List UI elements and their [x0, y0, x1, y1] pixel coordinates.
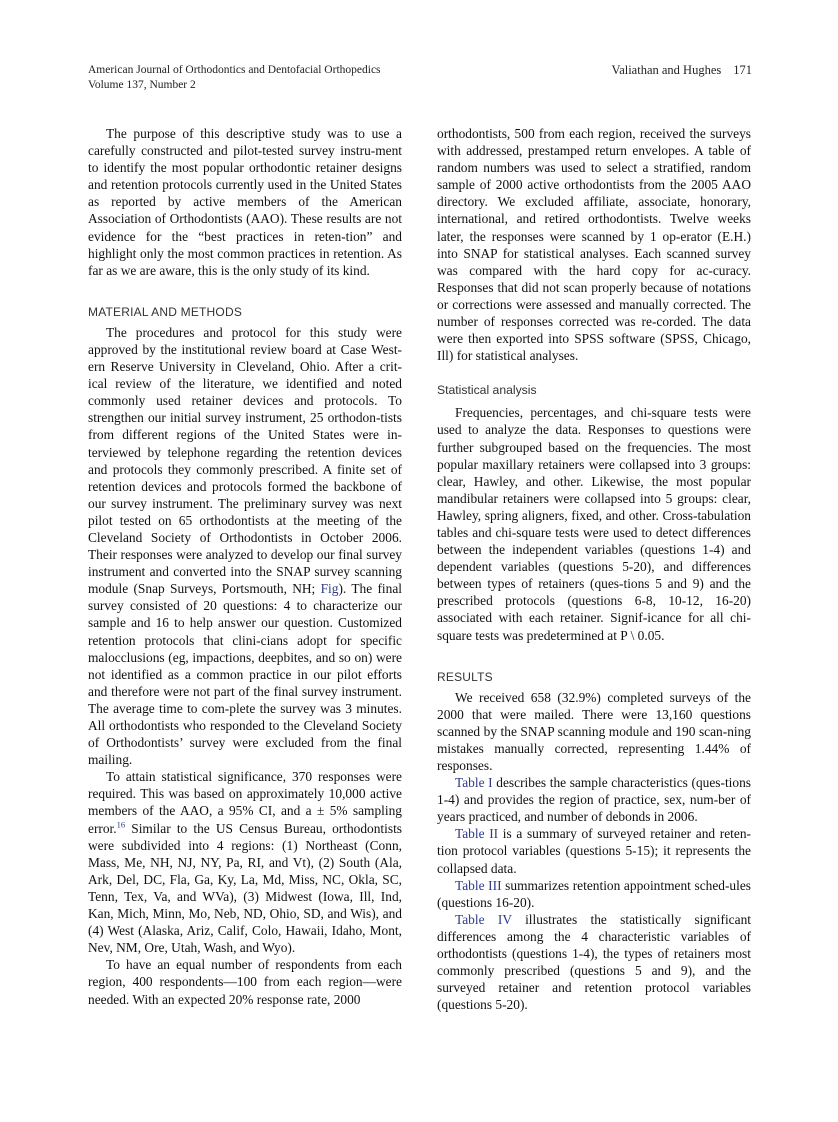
citation-link[interactable]: 16 [116, 819, 126, 830]
results-paragraph-3 [437, 825, 751, 876]
subsection-heading-statistical-analysis: Statistical analysis [437, 383, 537, 398]
results-text: illustrates the statistically significant differences among the 4 characteristic variables of orthodontists (questions 1-4), the types of retainers most commonly prescribed (questions 5 and 9), and the surveyed retainer and retention protocol variables (questions 5-20). [437, 911, 751, 1013]
results-paragraph-2 [437, 774, 751, 825]
methods-text: The procedures and protocol for this study were approved by the institutional review board at Case West-ern Reserve University in Cleveland, Ohio. After a crit-ical review of the literature, we identified and noted commonly used retainer devices and protocols. To strengthen our initial survey instrument, 25 orthodon-tists from different regions of the United States were in-terviewed by telephone regarding the retention devices and protocols they commonly prescribed. A finite set of retention devices and protocols formed the backbone of our survey instrument. The preliminary survey was next pilot tested on 65 orthodontists at the meeting of the Cleveland Society of Orthodontists in October 2006. Their responses were analyzed to develop our final survey instrument and converted into the SNAP survey scanning module (Snap Surveys, Portsmouth, NH; [88, 324, 402, 597]
journal-volume: Volume 137, Number 2 [88, 79, 196, 91]
figure-link[interactable]: Fig [320, 581, 339, 597]
right-column [437, 125, 751, 1013]
results-text: summarizes retention appointment sched-ules (questions 16-20). [437, 877, 751, 910]
methods-text: ). The final survey consisted of 20 questions: 4 to characterize our sample and 16 to help answer our question. Customized retention protocols that clini-cians adopt for specific malocclusions (eg, impactions, deepbites, and so on) were not identified as a common practice in our pilot efforts and therefore were not part of the final survey instrument. The average time to com-plete the survey was 3 minutes. All orthodontists who responded to the Cleveland Society of Orthodontists’ survey were excluded from the final mailing. [88, 581, 402, 768]
running-authors: Valiathan and Hughes [611, 63, 722, 77]
results-paragraph-1: We received 658 (32.9%) completed surveys of the 2000 that were mailed. There were 13,160 questions scanned by the SNAP scanning module and 190 scan-ning mistakes manually corrected, representing 1.44% of responses. [437, 689, 751, 773]
methods-paragraph-1 [88, 324, 402, 768]
table-3-link[interactable]: Table III [455, 877, 502, 893]
results-text: describes the sample characteristics (ques-tions 1-4) and provides the region of practice, sex, num-ber of years practiced, and number of debonds in 2006. [437, 775, 751, 825]
methods-paragraph-3-continued: orthodontists, 500 from each region, received the surveys with addressed, prestamped return envelopes. A table of random numbers was used to select a stratified, random sample of 2000 active orthodontists from the 2005 AAO directory. We excluded affiliate, associate, honorary, international, and retired orthodontists. Twelve weeks later, the responses were scanned by 1 op-erator (E.H.) into SNAP for statistical analyses. Each scanned survey was compared with the hard copy for ac-curacy. Responses that did not scan properly because of notations or corrections were assessed and manually corrected. The number of responses corrected was re-corded. The data were then exported into SPSS software (SPSS, Chicago, Ill) for statistical analyses. [437, 126, 751, 364]
methods-text: Similar to the US Census Bureau, orthodontists were subdivided into 4 regions: (1) Northeast (Conn, Mass, Me, NH, NJ, NY, Pa, RI, and Vt), (2) South (Ala, Ark, Del, DC, Fla, Ga, Ky, La, Md, Miss, NC, Okla, SC, Tenn, Tex, Va, and WVa), (3) Midwest (Iowa, Ill, Ind, Kan, Mich, Minn, Mo, Neb, ND, Ohio, SD, and Wis), and (4) West (Alaska, Ariz, Calif, Colo, Hawaii, Idaho, Mont, Nev, NM, Ore, Utah, Wash, and Wyo). [88, 820, 402, 956]
section-heading-methods: MATERIAL AND METHODS [88, 304, 243, 319]
results-paragraph-5 [437, 911, 751, 1014]
intro-paragraph: The purpose of this descriptive study was to use a carefully constructed and pilot-tested survey instru-ment to identify the most popular orthodontic retainer designs and retention protocols currently used in the United States as reported by active members of the American Association of Orthodontists (AAO). These results are not evidence for the “best practices in reten-tion” and highlight only the most common practices in retention. As far as we are aware, this is the only study of its kind. [88, 126, 402, 278]
journal-title: American Journal of Orthodontics and Dentofacial Orthopedics [88, 64, 381, 76]
page-number: 171 [733, 63, 752, 77]
results-paragraph-4 [437, 877, 751, 911]
table-1-link[interactable]: Table I [455, 775, 493, 791]
methods-paragraph-3: To have an equal number of respondents from each region, 400 respondents—100 from each region—were needed. With an expected 20% response rate, 2000 [88, 957, 402, 1007]
section-heading-results: RESULTS [437, 669, 493, 684]
results-text: is a summary of surveyed retainer and reten-tion protocol variables (questions 5-15); it represents the collapsed data. [437, 826, 751, 876]
left-column [88, 125, 402, 1008]
methods-paragraph-2 [88, 768, 402, 956]
author-page [612, 63, 752, 78]
table-2-link[interactable]: Table II [455, 826, 499, 842]
journal-info [88, 63, 381, 93]
methods-text: To attain statistical significance, 370 responses were required. This was based on approximately 10,000 active members of the AAO, a 95% CI, and a ± 5% sampling error. [88, 769, 402, 836]
table-4-link[interactable]: Table IV [455, 911, 512, 927]
stats-paragraph: Frequencies, percentages, and chi-square tests were used to analyze the data. Responses to questions were further subgrouped based on the frequencies. The most popular maxillary retainers were collapsed into 3 groups: clear, Hawley, and other. Likewise, the most popular mandibular retainers were collapsed into 5 groups: clear, Hawley, spring aligners, fixed, and other. Cross-tabulation tables and chi-square tests were used to detect differences between the independent variables (questions 1-4) and dependent variables (questions 5-20), and differences between types of retainers (ques-tions 5 and 9) and the prescribed protocols (questions 6-8, 10-12, 16-20) associated with each retainer. Signif-icance for all chi-square tests was predetermined at P \ 0.05. [437, 405, 751, 643]
